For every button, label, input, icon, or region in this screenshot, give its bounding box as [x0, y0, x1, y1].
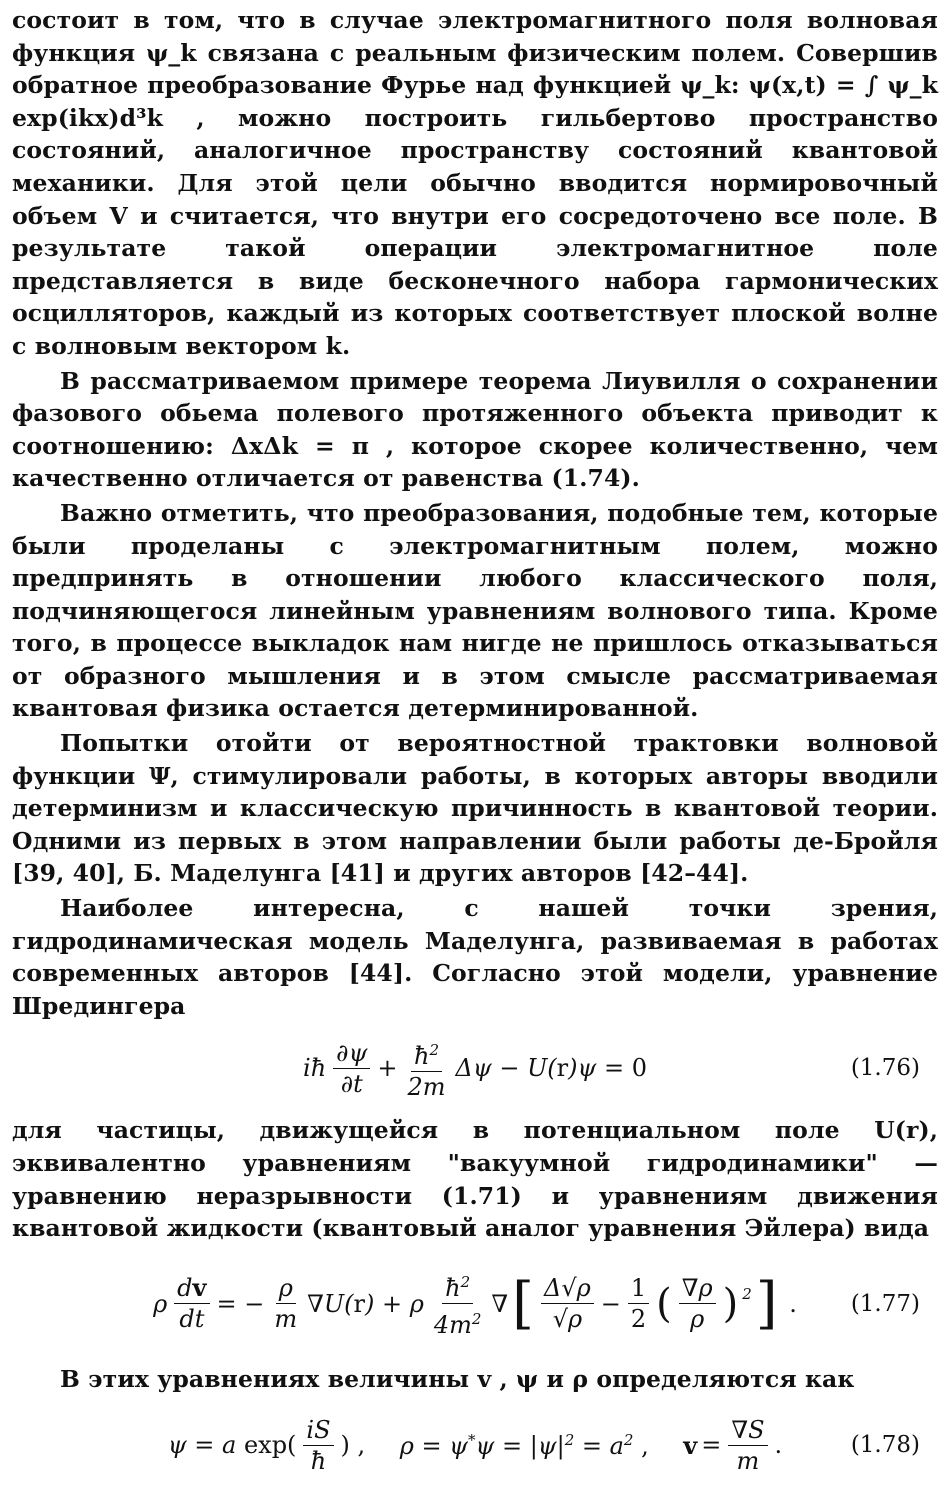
- paragraph-3: Важно отметить, что преобразования, подобные тем, которые были проделаны с электромагнитным полем, можно предпринять в отношении любого классического поля, подчиняющегося линейным уравнениям волнового типа. Кроме того, в процессе выкладок нам нигде не пришлось отказываться от образного мышления и в этом смысле рассматриваемая квантовая физика остается детерминированной.: [12, 498, 938, 723]
- equation-1-76: [12, 1022, 938, 1114]
- equation-1-77: [12, 1245, 938, 1363]
- equation-1-76-body: iħ $\frac{\partial\psi}{\partial t}$ + $\frac{ħ^2}{2m}$ Δψ − U(r)ψ = 0: [303, 1035, 647, 1102]
- equation-1-78: [12, 1395, 938, 1495]
- paragraph-5: Наиболее интересна, с нашей точки зрения, гидродинамическая модель Маделунга, развиваемая в работах современных авторов [44]. Согласно этой модели, уравнение Шредингера: [12, 894, 938, 1020]
- equation-number-1-76: (1.76): [850, 1055, 920, 1082]
- paragraph-1: состоит в том, что в случае электромагнитного поля волновая функция ψ_k связана с реальным физическим полем. Совершив обратное преобразование Фурье над функцией ψ_k: ψ(x,t) = ∫ ψ_k exp(ikx)d³k , можно построить гильбертово пространство состояний, аналогичное пространству состояний квантовой механики. Для этой цели обычно вводится нормировочный объем V и считается, что внутри его сосредоточено все поле. В результате такой операции электромагнитное поле представляется в виде бесконечного набора гармонических осцилляторов, каждый из которых соответствует плоской волне с волновым вектором k.: [12, 6, 938, 360]
- paragraph-2: В рассматриваемом примере теорема Лиувилля о сохранении фазового обьема полевого протяженного объекта приводит к соотношению: ΔxΔk = π , которое скорее количественно, чем качественно отличается от равенства (1.74).: [12, 366, 938, 493]
- paragraph-4: Попытки отойти от вероятностной трактовки волновой функции Ψ, стимулировали работы, в которых авторы вводили детерминизм и классическую причинность в квантовой теории. Одними из первых в этом направлении были работы де-Бройля [39, 40], Б. Маделунга [41] и других авторов [42–44].: [12, 729, 938, 888]
- equation-number-1-78: (1.78): [850, 1432, 920, 1459]
- equation-number-1-77: (1.77): [850, 1290, 920, 1317]
- paragraph-6: для частицы, движущейся в потенциальном поле U(r), эквивалентно уравнениям "вакуумной гидродинамики" — уравнению неразрывности (1.71) и уравнениям движения квантовой жидкости (квантовый аналог уравнения Эйлера) вида: [12, 1116, 938, 1243]
- equation-1-77-body: ρ $\frac{dv}{dt}$ = − $\frac{\rho}{m}$ ∇U(r) + ρ $\frac{ħ^2}{4m^2}$ ∇ [ $\frac{\Delta√\rho}{√\rho}$ − $\frac{1}{2}$ ( $\frac{\nabla\rho}{\rho}$ ) $^2$ ] .: [153, 1267, 797, 1340]
- equation-1-78-body: ψ = a exp( $\frac{iS}{ħ}$ ) , $\rho = \psi^*\psi = |\psi|^2 = a^2$ , v = $\frac{\nabla S}{m}$ .: [167, 1415, 783, 1475]
- paragraph-7: В этих уравнениях величины v , ψ и ρ определяются как: [60, 1364, 855, 1393]
